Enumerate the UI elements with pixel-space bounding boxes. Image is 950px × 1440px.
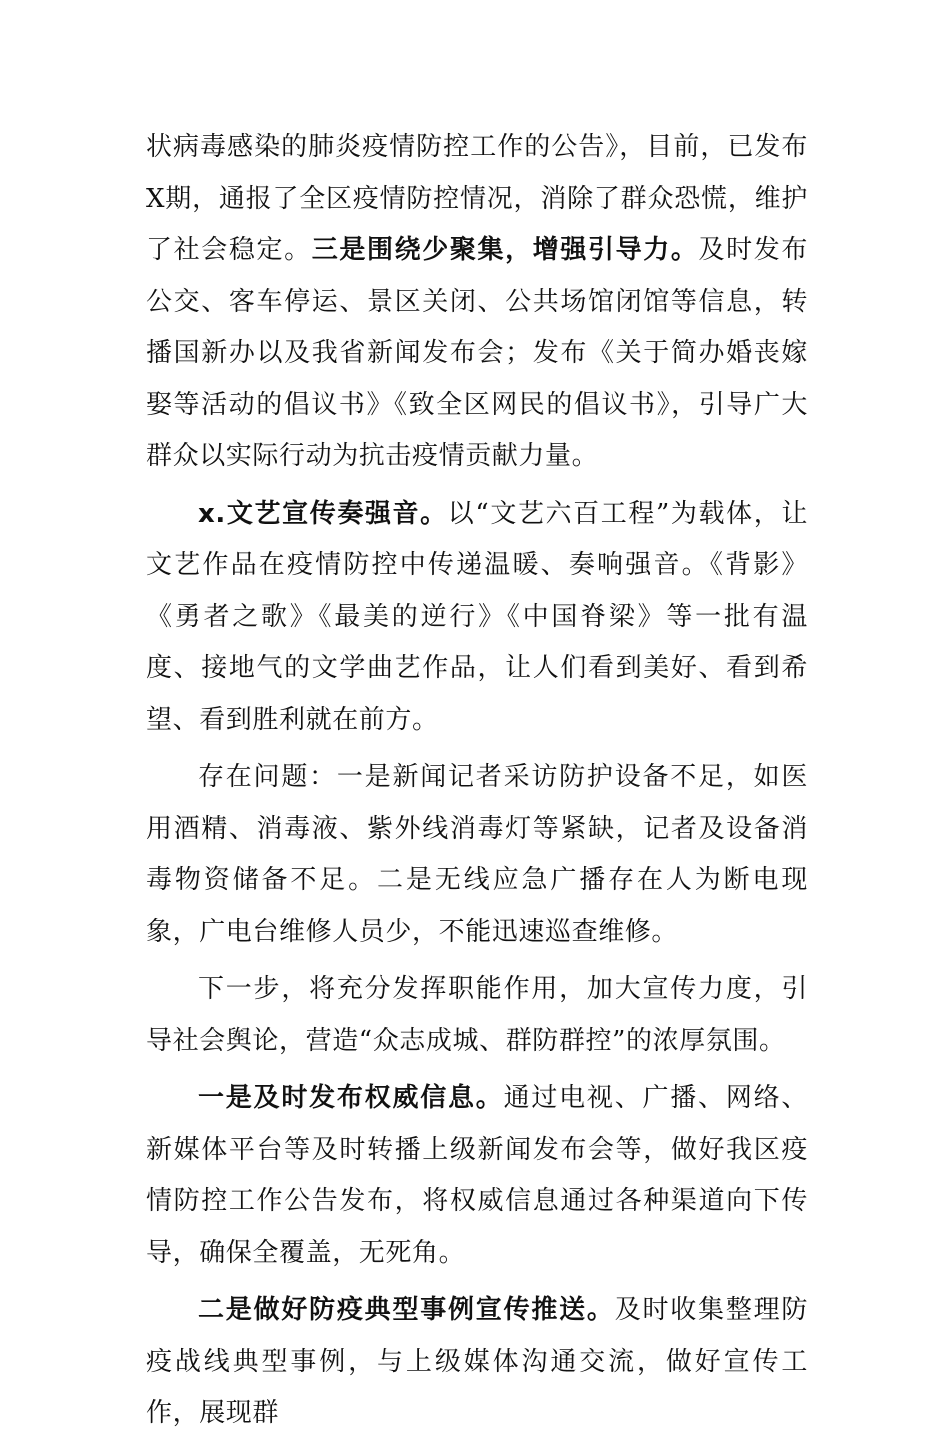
paragraph-text: 及时发布公交、客车停运、景区关闭、公共场馆闭馆等信息，转播国新办以及我省新闻发布会；发布《关于简办婚丧嫁娶等活动的倡议书》《致全区网民的倡议书》，引导广大群众以实际行动为抗击疫情贡献力量。 xyxy=(146,235,809,471)
paragraph-arts-publicity xyxy=(146,489,808,747)
paragraph-text: 及时收集整理防疫战线典型事例，与上级媒体沟通交流，做好宣传工作，展现群 xyxy=(146,1295,808,1428)
paragraph-announcement xyxy=(146,122,808,483)
paragraph-text: 状病毒感染的肺炎疫情防控工作的公告》，目前，已发布X期，通报了全区疫情防控情况，消除了群众恐慌，维护了社会稳定。 xyxy=(146,132,808,265)
section-heading-typical-cases: 二是做好防疫典型事例宣传推送。 xyxy=(198,1295,615,1325)
paragraph-existing-problems xyxy=(146,752,808,958)
paragraph-typical-cases xyxy=(146,1285,808,1440)
paragraph-next-steps xyxy=(146,964,808,1067)
section-heading-guidance: 三是围绕少聚集，增强引导力。 xyxy=(311,235,699,265)
document-page xyxy=(146,122,808,1440)
section-heading-authoritative-info: 一是及时发布权威信息。 xyxy=(198,1083,504,1113)
paragraph-text: 存在问题：一是新闻记者采访防护设备不足，如医用酒精、消毒液、紫外线消毒灯等紧缺，记者及设备消毒物资储备不足。二是无线应急广播存在人为断电现象，广电台维修人员少，不能迅速巡查维修。 xyxy=(146,762,808,947)
paragraph-text: 以“文艺六百工程”为载体，让文艺作品在疫情防控中传递温暖、奏响强音。《背影》《勇者之歌》《最美的逆行》《中国脊梁》等一批有温度、接地气的文学曲艺作品，让人们看到美好、看到希望、看到胜利就在前方。 xyxy=(146,498,808,735)
paragraph-text: 通过电视、广播、网络、新媒体平台等及时转播上级新闻发布会等，做好我区疫情防控工作公告发布，将权威信息通过各种渠道向下传导，确保全覆盖，无死角。 xyxy=(146,1083,808,1268)
paragraph-authoritative-info xyxy=(146,1073,808,1279)
section-heading-arts: x.文艺宣传奏强音。 xyxy=(198,498,448,529)
paragraph-text: 下一步，将充分发挥职能作用，加大宣传力度，引导社会舆论，营造“众志成城、群防群控”的浓厚氛围。 xyxy=(146,974,808,1056)
